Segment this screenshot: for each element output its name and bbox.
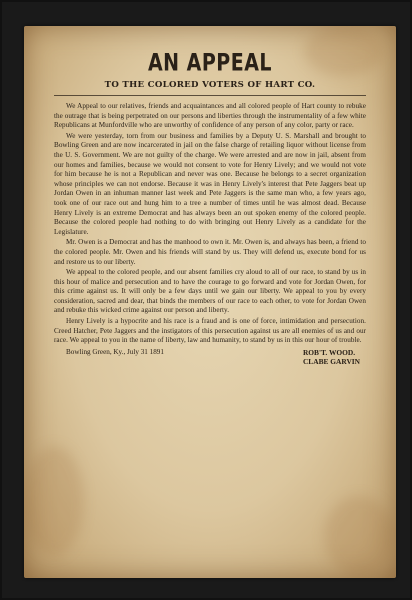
paragraph-appeal: We Appeal to our relatives, friends and acquaintances and all colored people of Hart county to rebuke the outrage that is being perpetrated on our persons and liberties through the instrumentality of a few white Republicans at Munfordville who are unworthy of confidence of any person of any color, party or race. <box>54 102 366 130</box>
paper-stain <box>324 496 394 576</box>
divider <box>54 95 366 96</box>
paragraph-owen: Mr. Owen is a Democrat and has the manhood to own it. Mr. Owen is, and always has been, a friend to the colored people. Mr. Owen and his friends will stand by us. They will defend us, execute bond for us and restore us to our liberty. <box>54 238 366 266</box>
signoff <box>54 348 366 367</box>
paper-stain <box>24 446 84 556</box>
signers <box>303 348 366 367</box>
signer-name: ROB'T. WOOD. <box>302 347 356 357</box>
signer-name: CLABE GARVIN <box>302 357 360 367</box>
subheading: TO THE COLORED VOTERS OF HART CO. <box>104 80 316 90</box>
paragraph-closing: Henry Lively is a hypocrite and his race is a fraud and is one of force, intimidation and persecution. Creed Hatcher, Pete Jaggers and the instigators of this persecution against us are all enemies of us and our race. We appeal to you in the name of liberty, law and humanity, to stand by us in this our hour of trouble. <box>54 317 366 345</box>
photo-frame <box>2 2 410 598</box>
headline: AN APPEAL <box>147 49 273 77</box>
paragraph-arrest: We were yesterday, torn from our business and families by a Deputy U. S. Marshall and brought to Bowling Green and are now incarcerated in jail on the false charge of retailing liquor without license from the U. S. Government. We are not guilty of the charge. We were arrested and are now in jail, absent from our homes and families, because we would not consent to vote for Henry Lively; and we would not vote for him because he is not a Republican and never was one. Because he belongs to a secret organization whose principles we can not endorse. Because it was in Henry Lively's interest that Pete Jaggers beat up Jordan Owen in an inhuman manner last week and Pete Jaggers is the same man who, a few years ago, took one of our race out and hung him to a tree a number of times until he was almost dead. Because Henry Lively is an extreme Democrat and has always been an out spoken enemy of the colored people. Because the colored people had nothing to do with bringing out Henry Lively as a candidate for the Legislature. <box>54 131 366 236</box>
dateline: Bowling Green, Ky., July 31 1891 <box>66 347 164 356</box>
broadside-content <box>54 48 366 367</box>
paragraph-call-to-vote: We appeal to the colored people, and our absent families cry aloud to all of our race, to stand by us in this hour of malice and persecution and to have the courage to go forward and vote for Jordan Owen, for this crime against us. It will only be a few days until we gain our liberty. We appeal to you by every consideration, sacred and dear, that binds the members of our race to each other, to vote for Jordan Owen and rebuke this wicked crime against our person and liberty. <box>54 268 366 315</box>
broadside-paper <box>24 26 396 578</box>
